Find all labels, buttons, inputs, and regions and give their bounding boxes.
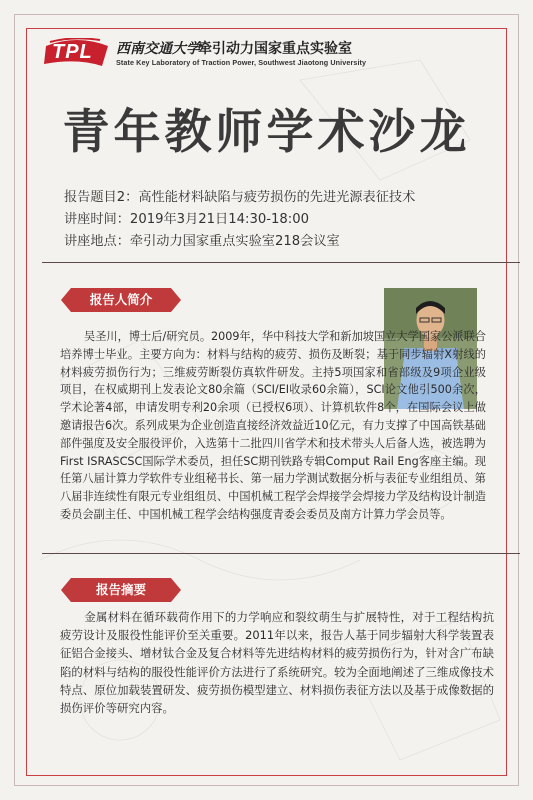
abstract-body — [60, 608, 494, 717]
speaker-bio-text: 吴圣川，博士后/研究员。2009年，华中科技大学和新加坡国立大学国家公派联合培养博士毕业。主要方向为：材料与结构的疲劳、损伤及断裂；基于同步辐射X射线的材料疲劳损伤行为；三维疲劳断裂仿真软件研发。主持5项国家和省部级及9项企业级项目，在权威期刊上发表论文80余篇（SCI/EI收录60余篇），SCI论文他引500余次，学术论著4部，申请发明专利20余项（已授权6项）、计算机软件8个，在国际会议上做邀请报告6次。系列成果为企业创造直接经济效益近10亿元，有力支撑了中国高铁基础部件强度及安全服役评价，入选第十二批四川省学术和技术带头人后备人选，被选聘为First ISRASCSC国际学术委员，担任SC期刊铁路专辑Comput Rail Eng客座主编。现任第八届计算力学软件专业组秘书长、第一届力学测试数据分析与表征专业组组员、第八届非连续性有限元专业组组员、中国机械工程学会焊接学会焊接力学及结构设计制造委员会副主任、中国机械工程学会结构强度青委会委员及南方计算力学会员等。 — [60, 330, 486, 521]
event-info — [64, 187, 504, 253]
event-topic: 报告题目2：高性能材料缺陷与疲劳损伤的先进光源表征技术 — [64, 190, 416, 205]
university-name-cn: 西南交通大学 — [116, 41, 200, 57]
speaker-bio — [60, 328, 486, 524]
abstract-text: 金属材料在循环载荷作用下的力学响应和裂纹萌生与扩展特性，对于工程结构抗疲劳设计及服役性能评价至关重要。2011年以来，报告人基于同步辐射大科学装置表征铝合金接头、增材钛合金及复合材料等先进结构材料的疲劳损伤行为，针对含广布缺陷的材料与结构的服役性能评价方法进行了系统研究。较为全面地阐述了三维成像技术特点、原位加载装置研发、疲劳损伤模型建立、材料损伤表征方法以及基于成像数据的损伤评价等研究内容。 — [60, 610, 494, 716]
header-logo — [42, 38, 502, 74]
lab-name-en: State Key Laboratory of Traction Power, Southwest Jiaotong University — [116, 58, 367, 67]
event-place: 讲座地点：牵引动力国家重点实验室218会议室 — [64, 234, 340, 249]
divider-line — [42, 553, 520, 554]
lab-name-cn: 牵引动力国家重点实验室 — [198, 41, 352, 57]
speaker-heading-badge: 报告人简介 — [71, 288, 171, 312]
page-title: 青年教师学术沙龙 — [62, 105, 471, 160]
divider-line — [42, 262, 520, 263]
event-time: 讲座时间：2019年3月21日14:30-18:00 — [64, 212, 309, 227]
abstract-heading-badge: 报告摘要 — [71, 578, 171, 602]
logo-text: TPL — [52, 41, 93, 63]
